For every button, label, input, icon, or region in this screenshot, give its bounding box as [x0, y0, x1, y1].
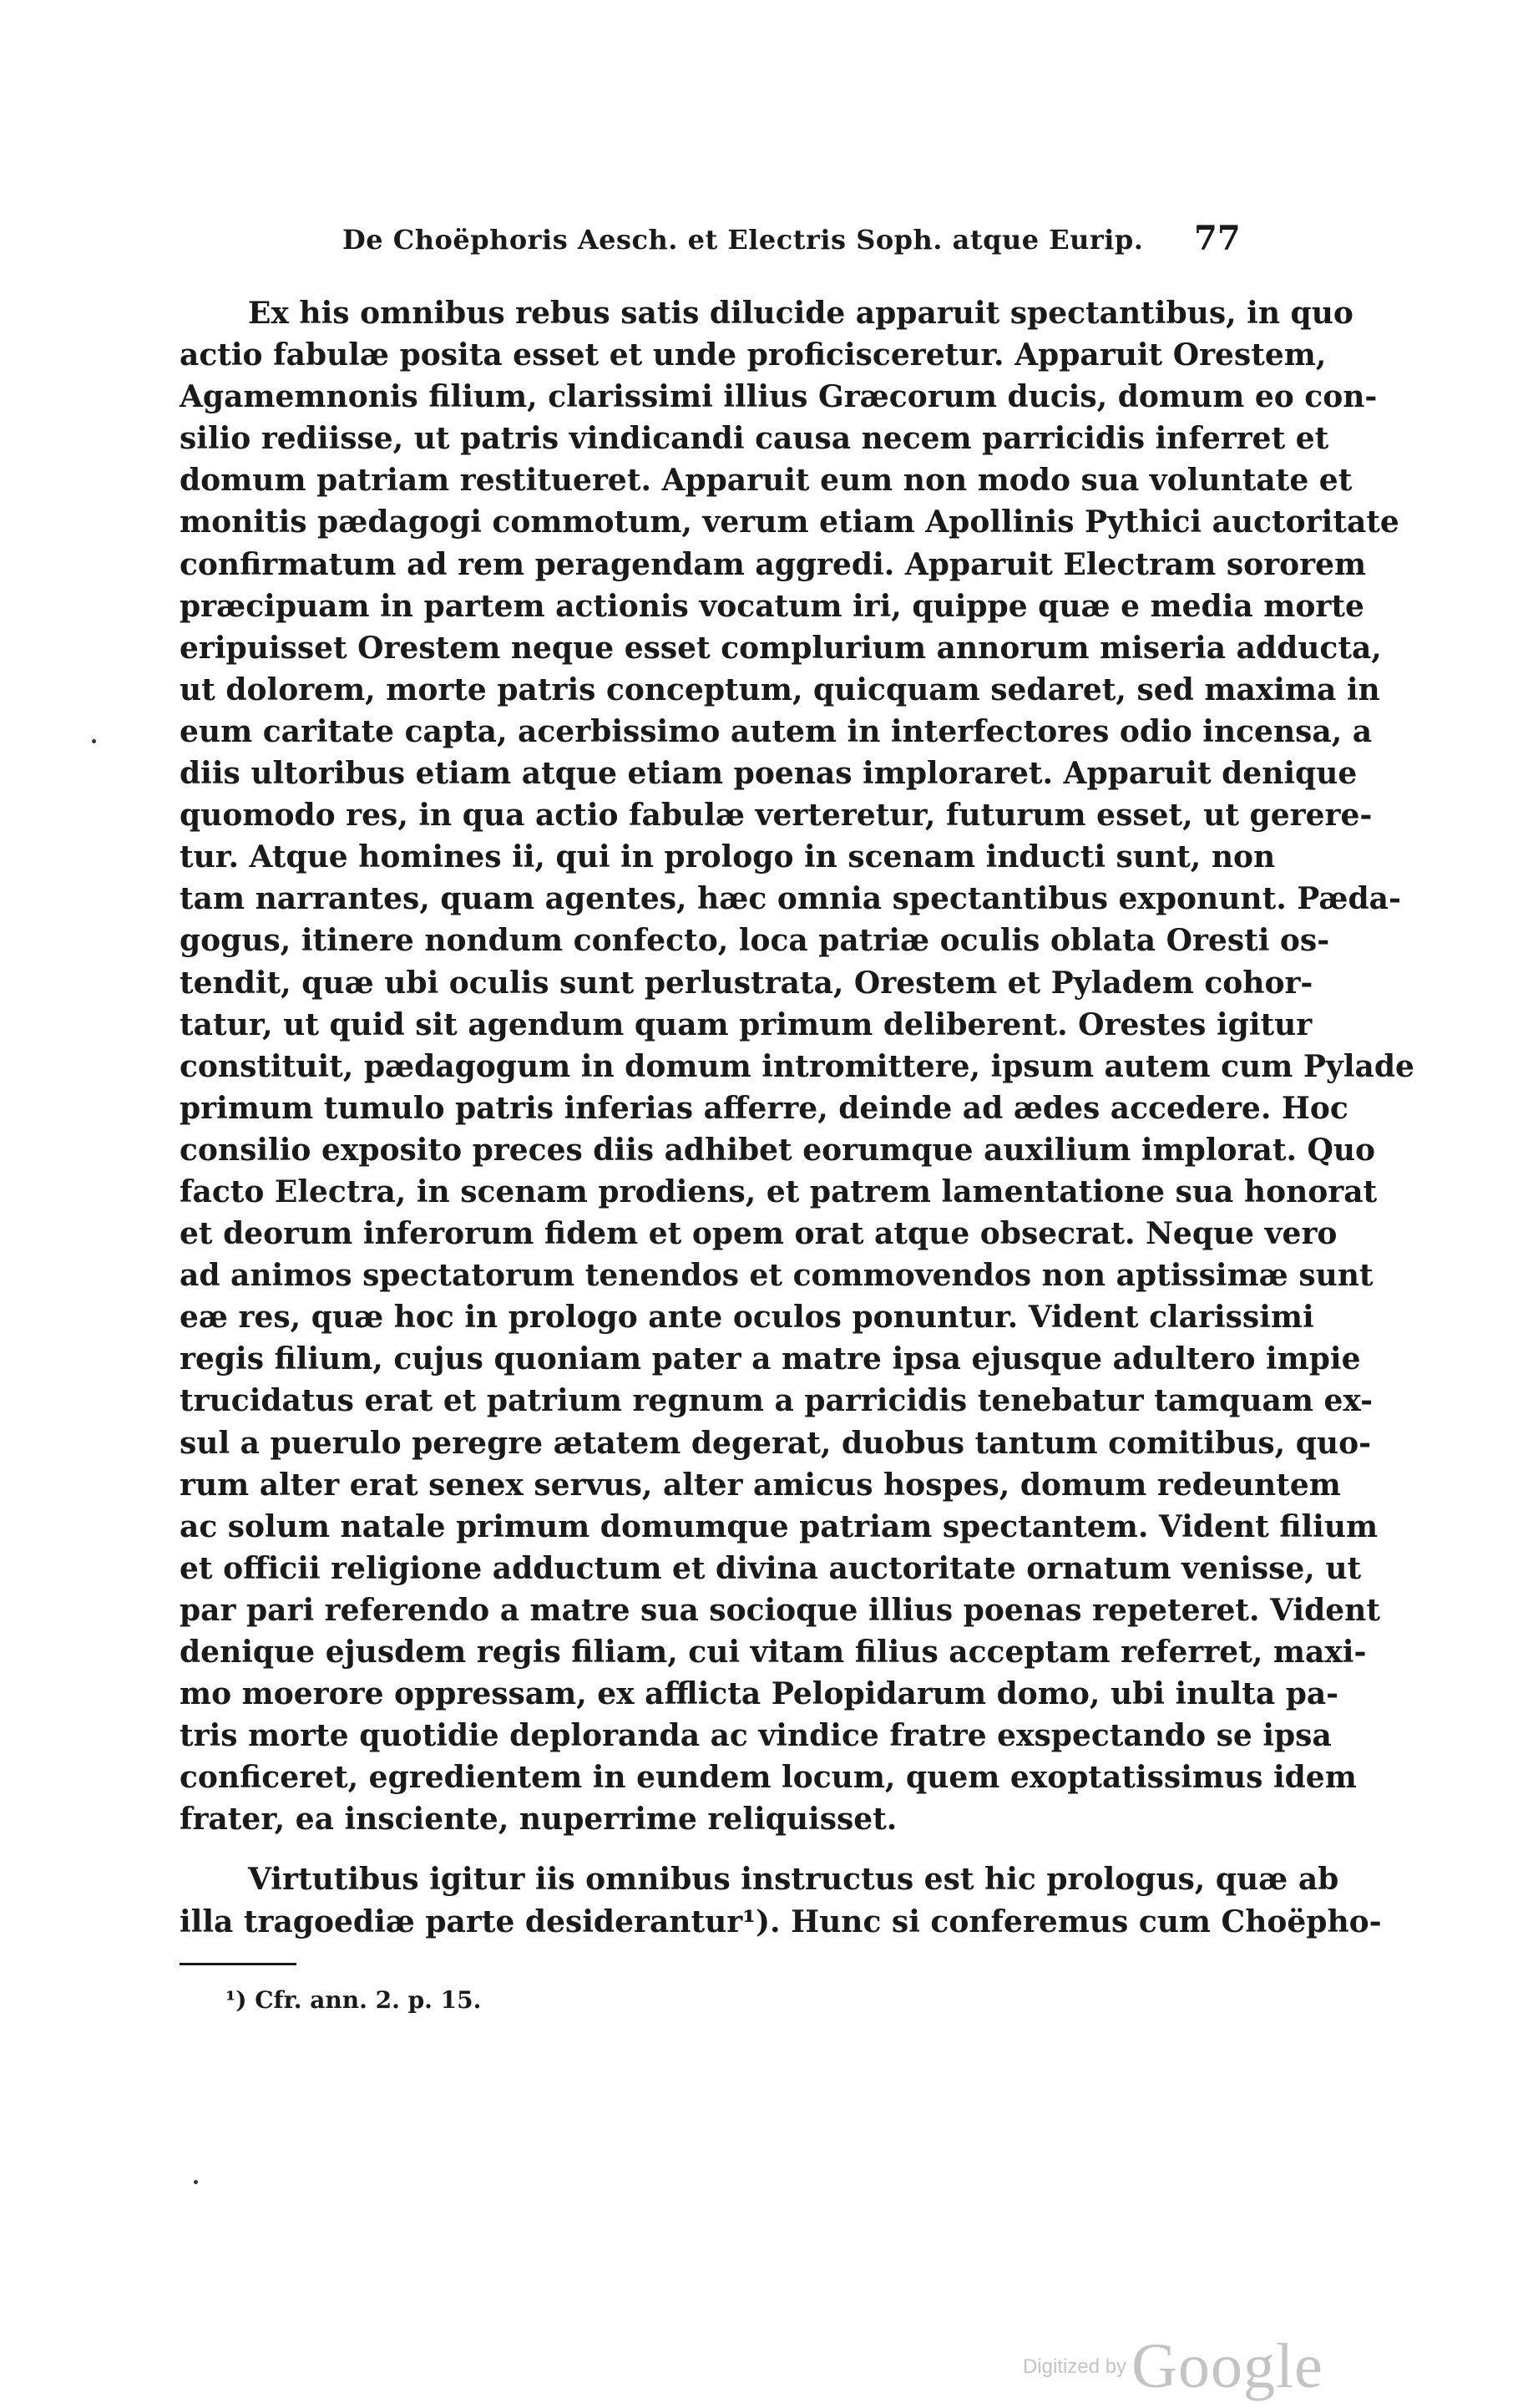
text-line: rum alter erat senex servus, alter amicus hospes, domum redeuntem [180, 1467, 1341, 1503]
paragraph-gap [180, 1840, 1232, 1858]
text-line: illa tragoediæ parte desiderantur¹). Hunc si conferemus cum Choëpho- [180, 1904, 1382, 1939]
text-line: conficeret, egredientem in eundem locum, quem exoptatissimus idem [180, 1760, 1357, 1796]
text-line: constituit, pædagogum in domum intromittere, ipsum autem cum Pylade [180, 1048, 1414, 1084]
text-line: et deorum inferorum fidem et opem orat atque obsecrat. Neque vero [180, 1216, 1338, 1252]
text-line: tur. Atque homines ii, qui in prologo in scenam inducti sunt, non [180, 839, 1276, 875]
text-line: par pari referendo a matre sua socioque illius poenas repeteret. Vident [180, 1592, 1380, 1628]
text-line: et officii religione adductum et divina auctoritate ornatum venisse, ut [180, 1550, 1362, 1586]
text-line: tatur, ut quid sit agendum quam primum deliberent. Orestes igitur [180, 1006, 1313, 1042]
page-number: 77 [1194, 219, 1241, 258]
text-line: eæ res, quæ hoc in prologo ante oculos ponuntur. Vident clarissimi [180, 1300, 1314, 1336]
paragraph-1 [180, 292, 1414, 1840]
text-line: mo moerore oppressam, ex afflicta Pelopidarum domo, ubi inulta pa- [180, 1676, 1339, 1712]
text-line: diis ultoribus etiam atque etiam poenas imploraret. Apparuit denique [180, 756, 1358, 792]
running-title: De Choëphoris Aesch. et Electris Soph. atque Eurip. [342, 224, 1144, 256]
text-line: primum tumulo patris inferias afferre, deinde ad ædes accedere. Hoc [180, 1090, 1348, 1126]
text-line: tris morte quotidie deploranda ac vindice fratre exspectando se ipsa [180, 1718, 1332, 1754]
watermark-brand: Google [1131, 2331, 1323, 2401]
text-line: silio rediisse, ut patris vindicandi causa necem parricidis inferret et [180, 421, 1329, 457]
text-line: trucidatus erat et patrium regnum a parricidis tenebatur tamquam ex- [180, 1383, 1374, 1419]
text-line: Virtutibus igitur iis omnibus instructus est hic prologus, quæ ab [248, 1862, 1339, 1898]
text-line: ut dolorem, morte patris conceptum, quicquam sedaret, sed maxima in [180, 672, 1380, 707]
text-line: tendit, quæ ubi oculis sunt perlustrata, Orestem et Pyladem cohor- [180, 965, 1313, 1001]
text-line: gogus, itinere nondum confecto, loca patriæ oculis oblata Oresti os- [180, 923, 1330, 959]
text-line: eum caritate capta, acerbissimo autem in interfectores odio incensa, a [180, 713, 1373, 749]
text-line: præcipuam in partem actionis vocatum iri, quippe quæ e media morte [180, 588, 1364, 624]
text-line: Agamemnonis filium, clarissimi illius Græcorum ducis, domum eo con- [180, 379, 1378, 415]
footnote: ¹) Cfr. ann. 2. p. 15. [225, 1986, 482, 2014]
scan-speck [194, 2180, 198, 2184]
text-line: tam narrantes, quam agentes, hæc omnia spectantibus exponunt. Pæda- [180, 881, 1401, 917]
paragraph-2 [180, 1858, 1382, 1942]
text-line: consilio exposito preces diis adhibet eorumque auxilium implorat. Quo [180, 1132, 1376, 1168]
body-text [180, 292, 1414, 1943]
text-line: eripuisset Orestem neque esset complurium annorum miseria adducta, [180, 630, 1382, 666]
footnote-divider [180, 1963, 296, 1965]
text-line: frater, ea insciente, nuperrime reliquisset. [180, 1802, 898, 1838]
text-line: actio fabulæ posita esset et unde proficisceretur. Apparuit Orestem, [180, 337, 1327, 373]
text-line: ac solum natale primum domumque patriam spectantem. Vident filium [180, 1508, 1379, 1544]
watermark-prefix: Digitized by [1023, 2355, 1127, 2378]
text-line: monitis pædagogi commotum, verum etiam Apollinis Pythici auctoritate [180, 504, 1399, 540]
text-line: Ex his omnibus rebus satis dilucide apparuit spectantibus, in quo [248, 296, 1353, 331]
text-line: domum patriam restitueret. Apparuit eum non modo sua voluntate et [180, 463, 1353, 499]
digitized-watermark [1023, 2330, 1323, 2403]
text-line: facto Electra, in scenam prodiens, et patrem lamentatione sua honorat [180, 1174, 1378, 1209]
scan-speck [92, 739, 96, 743]
text-line: sul a puerulo peregre ætatem degerat, duobus tantum comitibus, quo- [180, 1425, 1372, 1461]
text-line: confirmatum ad rem peragendam aggredi. Apparuit Electram sororem [180, 546, 1367, 582]
text-line: regis filium, cujus quoniam pater a matre ipsa ejusque adultero impie [180, 1341, 1361, 1377]
text-line: ad animos spectatorum tenendos et commovendos non aptissimæ sunt [180, 1258, 1374, 1294]
text-line: denique ejusdem regis filiam, cui vitam filius acceptam referret, maxi- [180, 1635, 1367, 1670]
text-line: quomodo res, in qua actio fabulæ verteretur, futurum esset, ut gerere- [180, 798, 1373, 834]
